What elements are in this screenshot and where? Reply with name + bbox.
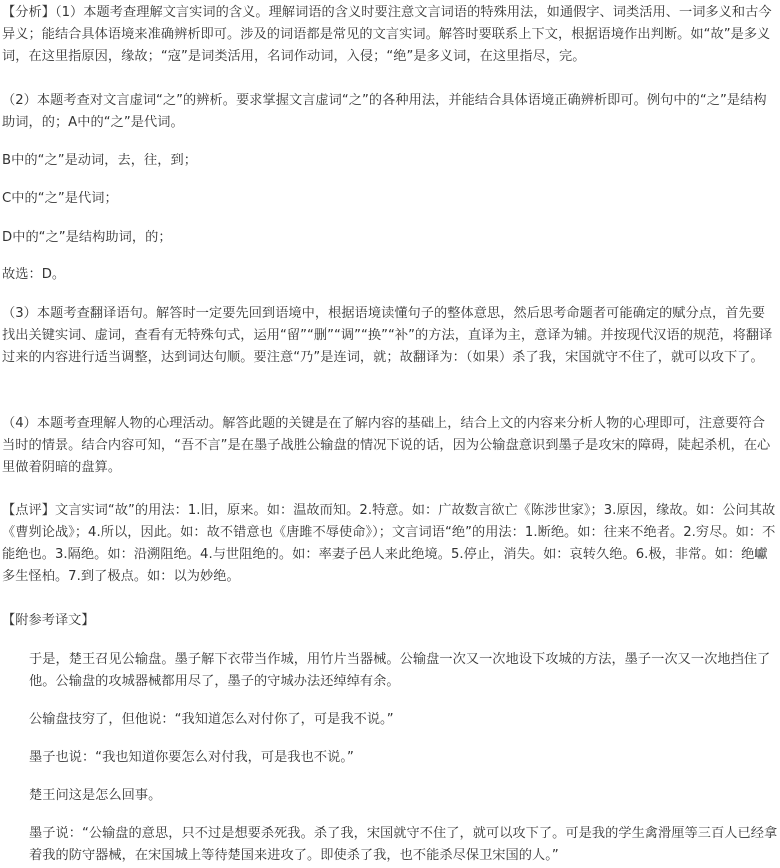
analysis-paragraph-3: （3）本题考查翻译语句。解答时一定要先回到语境中，根据语境读懂句子的整体意思，然后思考命题者可能确定的赋分点，首先要找出关键实词、虚词，查看有无特殊句式，运用“留”“删”“调”“换”“补”的方法，直译为主，意译为辅。并按现代汉语的规范，将翻译过来的内容进行适当调整，达到词达句顺。要注意“乃”是连词，就；故翻译为：（如果）杀了我，宋国就守不住了，就可以攻下了。	[2, 306, 773, 365]
translation-paragraph-3: 墨子也说：“我也知道你要怎么对付我，可是我也不说。”	[29, 750, 354, 765]
comment-text: 文言实词“故”的用法：1.旧，原来。如：温故而知。2.特意。如：广故数言欲亡《陈涉世家》；3.原因，缘故。如：公问其故《曹刿论战》；4.所以，因此。如：故不错意也《唐雎不辱使命》）；文言词语“绝”的用法：1.断绝。如：往来不绝者。2.穷尽。如：不能绝也。3.隔绝。如：沿溯阻绝。4.与世阻绝的。如：率妻子邑人来此绝境。5.停止，消失。如：哀转久绝。6.极，非常。如：绝巘多生怪柏。7.到了极点。如：以为妙绝。	[2, 503, 776, 584]
analysis-answer: 故选：D。	[2, 267, 66, 282]
translation-paragraph-1: 于是，楚王召见公输盘。墨子解下衣带当作城，用竹片当器械。公输盘一次又一次地设下攻城的方法，墨子一次又一次地挡住了他。公输盘的攻城器械都用尽了，墨子的守城办法还绰绰有余。	[29, 652, 771, 689]
analysis-paragraph-4: （4）本题考查理解人物的心理活动。解答此题的关键是在了解内容的基础上，结合上文的内容来分析人物的心理即可，注意要符合当时的情景。结合内容可知，“吾不言”是在墨子战胜公输盘的情况下说的话，因为公输盘意识到墨子是攻宋的障碍，陡起杀机，在心里做着阴暗的盘算。	[2, 416, 771, 475]
translation-paragraph-4: 楚王问这是怎么回事。	[29, 788, 162, 803]
analysis-option-b: B中的“之”是动词，去，往，到；	[2, 153, 197, 168]
comment-header: 【点评】	[2, 503, 55, 518]
translation-header: 【附参考译文】	[2, 613, 95, 628]
translation-paragraph-2: 公输盘技穷了，但他说：“我知道怎么对付你了，可是我不说。”	[29, 712, 394, 727]
comment-paragraph	[2, 500, 778, 588]
analysis-option-d: D中的“之”是结构助词，的；	[2, 230, 172, 245]
analysis-p1-text: （1）本题考查理解文言实词的含义。理解词语的含义时要注意文言词语的特殊用法，如通假字、词类活用、一词多义和古今异义；能结合具体语境来准确辨析即可。涉及的词语都是常见的文言实词。解答时要联系上下文，根据语境作出判断。如“故”是多义词，在这里指原因，缘故；“寇”是词类活用，名词作动词，入侵；“绝”是多义词，在这里指尽，完。	[2, 5, 772, 64]
translation-paragraph-5: 墨子说：“公输盘的意思，只不过是想要杀死我。杀了我，宋国就守不住了，就可以攻下了。可是我的学生禽滑厘等三百人已经拿着我的防守器械，在宋国城上等待楚国来进攻了。即使杀了我，也不能杀尽保卫宋国的人。”	[29, 826, 778, 863]
analysis-header: 【分析】	[2, 5, 55, 20]
analysis-paragraph-1	[2, 2, 778, 68]
analysis-option-c: C中的“之”是代词；	[2, 191, 118, 206]
analysis-paragraph-2: （2）本题考查对文言虚词“之”的辨析。要求掌握文言虚词“之”的各种用法，并能结合具体语境正确辨析即可。例句中的“之”是结构助词，的；A中的“之”是代词。	[2, 93, 767, 130]
